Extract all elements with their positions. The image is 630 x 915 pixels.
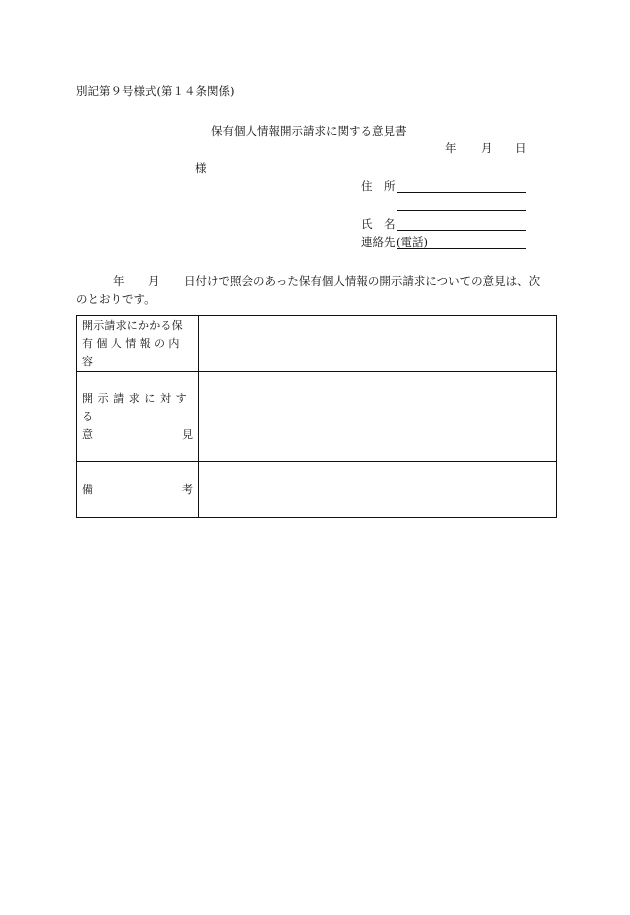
- address-label: 住 所: [361, 179, 396, 193]
- phone-label: (電話): [396, 235, 428, 249]
- remarks-content-cell[interactable]: [199, 462, 557, 518]
- row2-label-b: 見: [182, 427, 193, 441]
- contact-line: [397, 248, 526, 249]
- table-row: [77, 462, 557, 518]
- date-month: 月: [481, 141, 493, 155]
- row-label-cell: [77, 462, 199, 518]
- address-line-1: [397, 192, 526, 193]
- body-line-1: 日付けで照会のあった保有個人情報の開示請求についての意見は、次: [184, 274, 541, 288]
- date-day: 日: [515, 141, 527, 155]
- name-label: 氏 名: [361, 217, 396, 231]
- form-code: 別記第９号様式(第１４条関係): [76, 84, 235, 98]
- addressee-suffix: 様: [195, 161, 207, 175]
- row1-label-line2: 有個人情報の内容: [82, 336, 183, 368]
- opinion-content-cell[interactable]: [199, 372, 557, 462]
- row2-label-line1: 開示請求に対する: [82, 391, 192, 423]
- row1-label-line1: 開示請求にかかる保: [82, 318, 183, 332]
- body-line-2: のとおりです。: [76, 292, 156, 306]
- row-label-cell: [77, 316, 199, 372]
- remarks-label-b: 考: [182, 482, 193, 496]
- row2-label-a: 意: [82, 427, 93, 441]
- table-row: [77, 372, 557, 462]
- address-line-2: [397, 210, 526, 211]
- document-title: 保有個人情報開示請求に関する意見書: [211, 124, 407, 138]
- remarks-label-a: 備: [82, 482, 93, 496]
- opinion-table: [76, 315, 557, 518]
- date-year: 年: [445, 141, 457, 155]
- body-month: 月: [148, 274, 160, 288]
- row-label-cell: [77, 372, 199, 462]
- body-year: 年: [113, 274, 125, 288]
- contact-label: 連絡先: [361, 235, 396, 249]
- table-row: [77, 316, 557, 372]
- row2-label-line2: [82, 426, 193, 444]
- name-line: [397, 230, 526, 231]
- personal-info-content-cell[interactable]: [199, 316, 557, 372]
